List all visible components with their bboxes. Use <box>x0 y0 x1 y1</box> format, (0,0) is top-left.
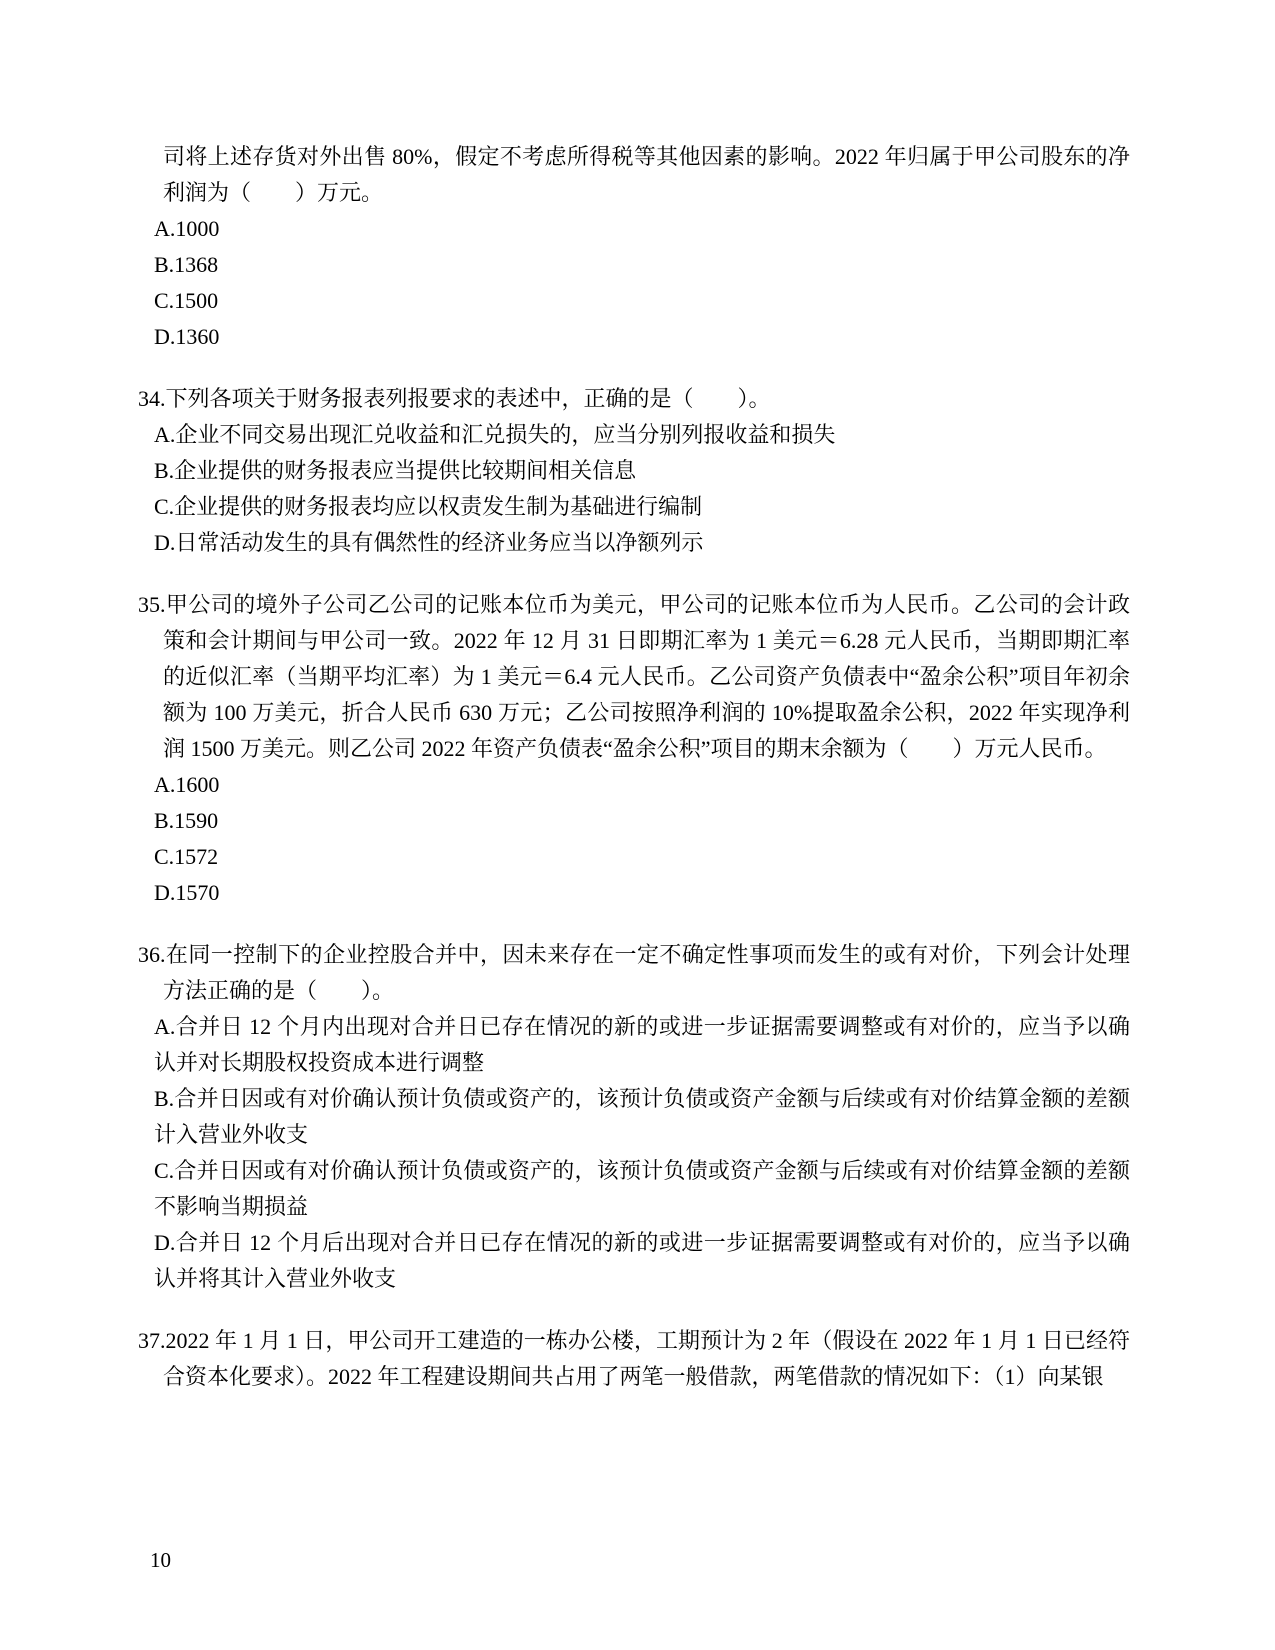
page-number: 10 <box>150 1548 171 1572</box>
question-34-option-a: A.企业不同交易出现汇兑收益和汇兑损失的，应当分别列报收益和损失 <box>154 422 836 447</box>
question-33-option-a: A.1000 <box>154 216 220 241</box>
question-33 <box>138 139 1130 355</box>
question-34-option-b: B.企业提供的财务报表应当提供比较期间相关信息 <box>154 458 637 483</box>
question-34-text: 34.下列各项关于财务报表列报要求的表述中，正确的是（ ）。 <box>138 386 771 411</box>
question-36-text: 36.在同一控制下的企业控股合并中，因未来存在一定不确定性事项而发生的或有对价，下列会计处理方法正确的是（ ）。 <box>138 942 1130 1003</box>
question-33-option-d: D.1360 <box>154 324 220 349</box>
question-36-option-d: D.合并日 12 个月后出现对合并日已存在情况的新的或进一步证据需要调整或有对价的，应当予以确认并将其计入营业外收支 <box>154 1230 1130 1291</box>
question-35-option-d: D.1570 <box>154 880 220 905</box>
question-35-option-c: C.1572 <box>154 844 219 869</box>
question-35-option-b: B.1590 <box>154 808 219 833</box>
question-34-option-c: C.企业提供的财务报表均应以权责发生制为基础进行编制 <box>154 494 703 519</box>
question-34 <box>138 381 1130 561</box>
question-35-option-a: A.1600 <box>154 772 220 797</box>
question-36-option-c: C.合并日因或有对价确认预计负债或资产的，该预计负债或资产金额与后续或有对价结算金额的差额不影响当期损益 <box>154 1158 1130 1219</box>
question-34-option-d: D.日常活动发生的具有偶然性的经济业务应当以净额列示 <box>154 530 704 555</box>
question-37 <box>138 1323 1130 1395</box>
question-33-option-b: B.1368 <box>154 252 219 277</box>
question-35 <box>138 587 1130 911</box>
question-33-continuation-text: 司将上述存货对外出售 80%，假定不考虑所得税等其他因素的影响。2022 年归属于甲公司股东的净利润为（ ）万元。 <box>163 144 1130 205</box>
question-36 <box>138 937 1130 1297</box>
question-36-option-b: B.合并日因或有对价确认预计负债或资产的，该预计负债或资产金额与后续或有对价结算金额的差额计入营业外收支 <box>154 1086 1130 1147</box>
questions-area <box>138 139 1130 1395</box>
question-36-option-a: A.合并日 12 个月内出现对合并日已存在情况的新的或进一步证据需要调整或有对价的，应当予以确认并对长期股权投资成本进行调整 <box>154 1014 1130 1075</box>
question-35-text: 35.甲公司的境外子公司乙公司的记账本位币为美元，甲公司的记账本位币为人民币。乙公司的会计政策和会计期间与甲公司一致。2022 年 12 月 31 日即期汇率为 1 美元＝6.28 元人民币，当期即期汇率的近似汇率（当期平均汇率）为 1 美元＝6.4 元人民币。乙公司资产负债表中“盈余公积”项目年初余额为 100 万美元，折合人民币 630 万元；乙公司按照净利润的 10%提取盈余公积，2022 年实现净利润 1500 万美元。则乙公司 2022 年资产负债表“盈余公积”项目的期末余额为（ ）万元人民币。 <box>138 592 1130 761</box>
question-33-option-c: C.1500 <box>154 288 219 313</box>
question-37-text: 37.2022 年 1 月 1 日，甲公司开工建造的一栋办公楼，工期预计为 2 年（假设在 2022 年 1 月 1 日已经符合资本化要求）。2022 年工程建设期间共占用了两笔一般借款，两笔借款的情况如下：（1）向某银 <box>138 1328 1130 1389</box>
